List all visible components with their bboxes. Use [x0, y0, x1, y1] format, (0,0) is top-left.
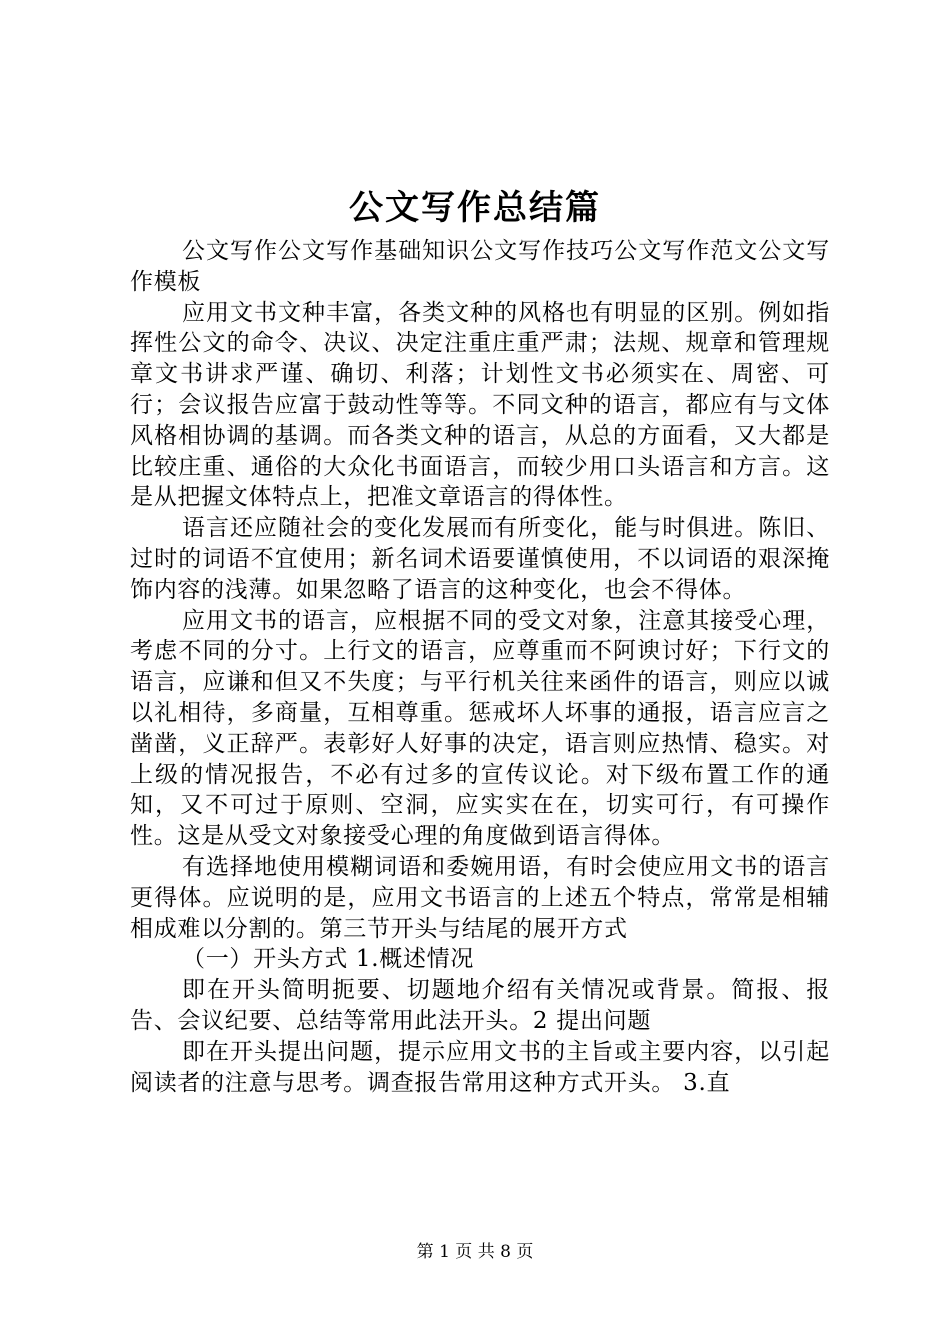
- paragraph: 语言还应随社会的变化发展而有所变化，能与时俱进。陈旧、过时的词语不宜使用；新名词术语要谨慎使用，不以词语的艰深掩饰内容的浅薄。如果忽略了语言的这种变化，也会不得体。: [130, 515, 830, 603]
- page-number: 第 1 页 共 8 页: [416, 1242, 534, 1262]
- paragraph: 即在开头简明扼要、切题地介绍有关情况或背景。简报、报告、会议纪要、总结等常用此法开头。2 提出问题: [130, 977, 830, 1034]
- paragraph: 应用文书文种丰富，各类文种的风格也有明显的区别。例如指挥性公文的命令、决议、决定注重庄重严肃；法规、规章和管理规章文书讲求严谨、确切、利落；计划性文书必须实在、周密、可行；会议报告应富于鼓动性等等。不同文种的语言，都应有与文体风格相协调的基调。而各类文种的语言，从总的方面看，又大都是比较庄重、通俗的大众化书面语言，而较少用口头语言和方言。这是从把握文体特点上，把准文章语言的得体性。: [130, 299, 830, 511]
- document-title: 公文写作总结篇: [349, 188, 601, 228]
- paragraph: 应用文书的语言，应根据不同的受文对象，注意其接受心理，考虑不同的分寸。上行文的语言，应尊重而不阿谀讨好；下行文的语言，应谦和但又不失度；与平行机关往来函件的语言，则应以诚以礼相待，多商量，互相尊重。惩戒坏人坏事的通报，语言应言之凿凿，义正辞严。表彰好人好事的决定，语言则应热情、稳实。对上级的情况报告，不必有过多的宣传议论。对下级布置工作的通知，又不可过于原则、空洞，应实实在在，切实可行，有可操作性。这是从受文对象接受心理的角度做到语言得体。: [130, 607, 830, 850]
- section-heading: （一）开头方式 1.概述情况: [182, 946, 475, 973]
- document-body: [130, 236, 830, 1098]
- paragraph: 公文写作公文写作基础知识公文写作技巧公文写作范文公文写作模板: [130, 238, 830, 295]
- paragraph: 即在开头提出问题，提示应用文书的主旨或主要内容，以引起阅读者的注意与思考。调查报告常用这种方式开头。 3.直: [130, 1038, 830, 1096]
- paragraph: 有选择地使用模糊词语和委婉用语，有时会使应用文书的语言更得体。应说明的是，应用文书语言的上述五个特点，常常是相辅相成难以分割的。第三节开头与结尾的展开方式: [130, 853, 830, 942]
